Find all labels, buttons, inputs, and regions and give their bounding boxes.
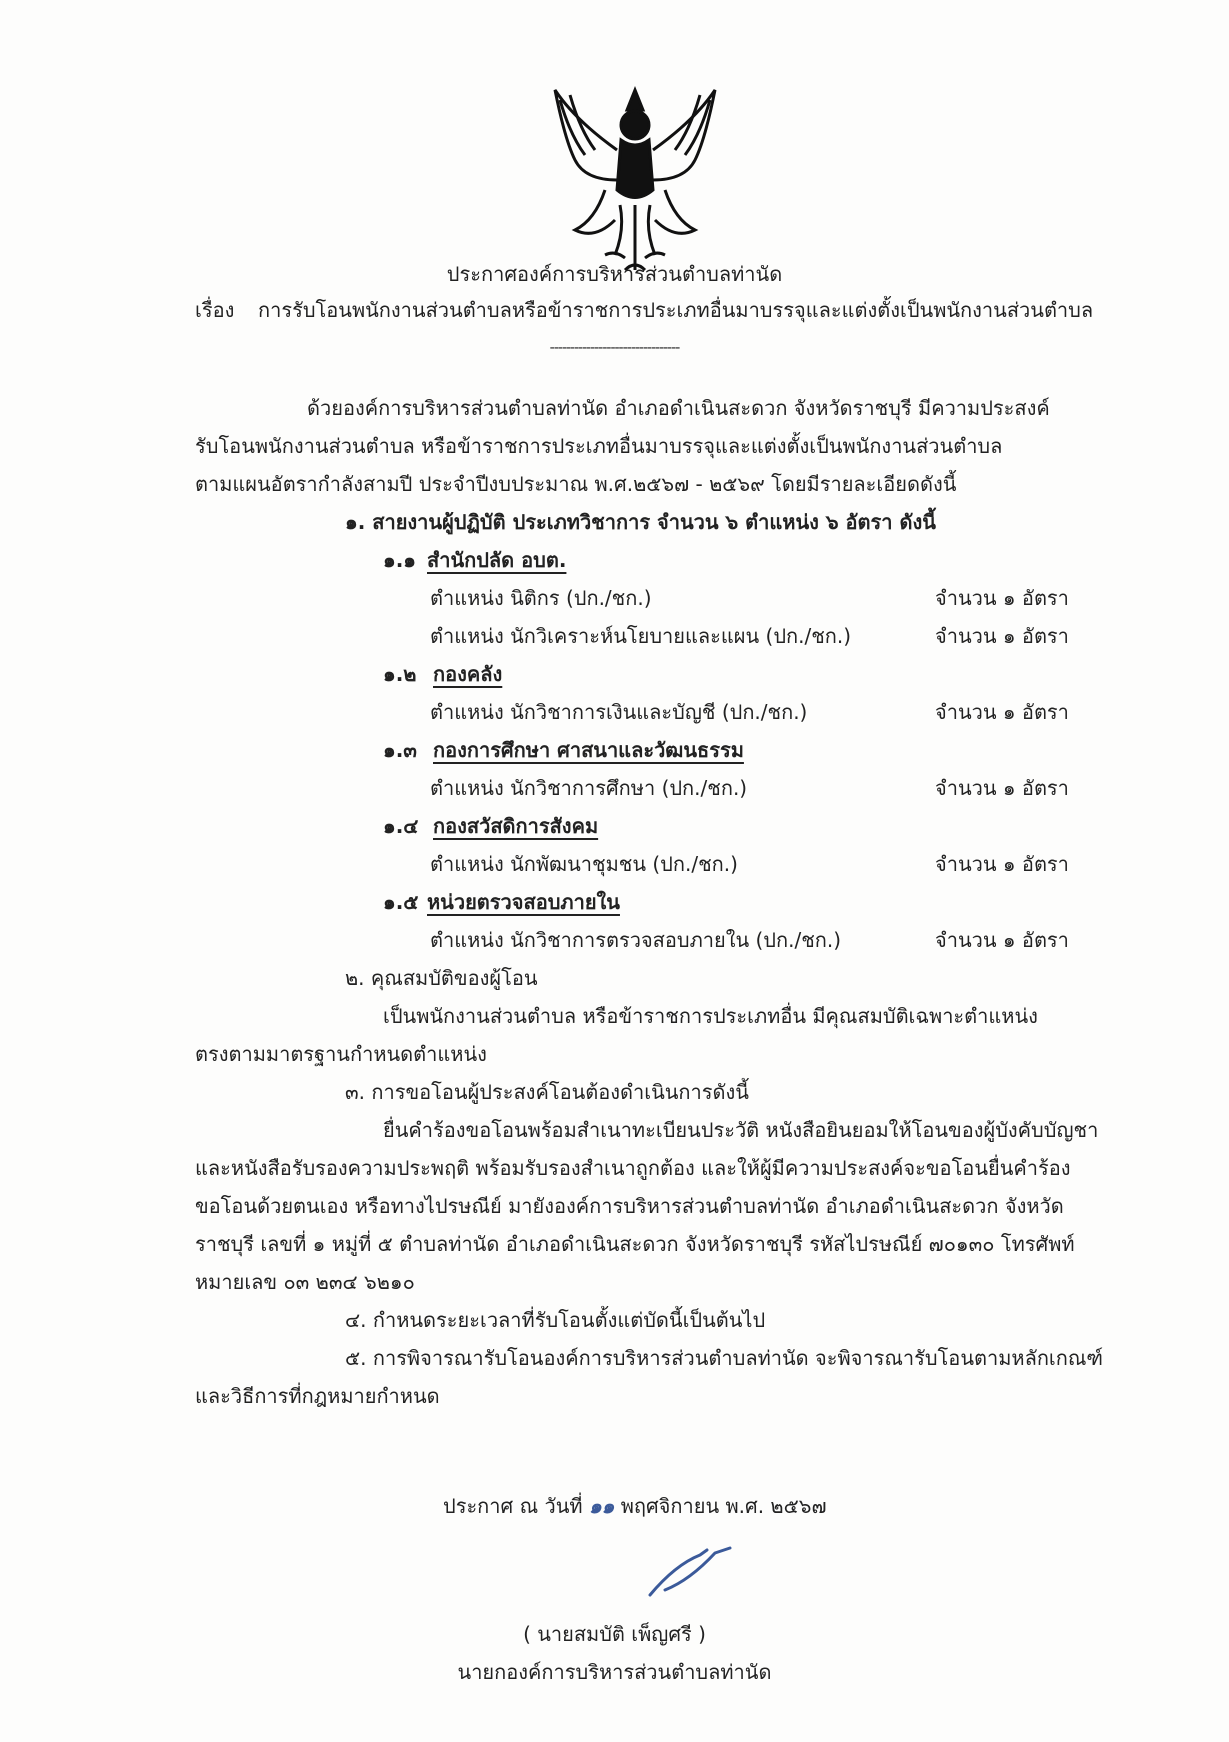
section-1-heading: ๑. สายงานผู้ปฏิบัติ ประเภทวิชาการ จำนวน ๖ ตำแหน่ง ๖ อัตรา ดังนี้ [345,510,936,534]
section-3-line-1: ยื่นคำร้องขอโอนพร้อมสำเนาทะเบียนประวัติ หนังสือยินยอมให้โอนของผู้บังคับบัญชา [383,1118,1099,1142]
position-count: จำนวน ๑ อัตรา [935,928,1069,952]
section-2-line-1: เป็นพนักงานส่วนตำบล หรือข้าราชการประเภทอื่น มีคุณสมบัติเฉพาะตำแหน่ง [383,1004,1038,1028]
section-5-line-2: และวิธีการที่กฎหมายกำหนด [195,1384,440,1408]
position-count: จำนวน ๑ อัตรา [935,586,1069,610]
position-count: จำนวน ๑ อัตรา [935,852,1069,876]
position-text: ตำแหน่ง นักวิชาการศึกษา (ปก./ชก.) [430,776,748,800]
position-count: จำนวน ๑ อัตรา [935,624,1069,648]
signatory-name: ( นายสมบัติ เพ็ญศรี ) [523,1622,706,1646]
handwritten-signature [645,1545,755,1605]
section-3-line-2: และหนังสือรับรองความประพฤติ พร้อมรับรองสำเนาถูกต้อง และให้ผู้มีความประสงค์จะขอโอนยื่นคำร้อง [195,1156,1071,1180]
intro-line-2: รับโอนพนักงานส่วนตำบล หรือข้าราชการประเภทอื่นมาบรรจุและแต่งตั้งเป็นพนักงานส่วนตำบล [195,434,1003,458]
announcement-date [443,1494,827,1518]
group-number: ๑.๔ [383,814,419,838]
group-number: ๑.๑ [383,548,416,572]
position-text: ตำแหน่ง นิติกร (ปก./ชก.) [430,586,652,610]
announcement-title: ประกาศองค์การบริหารส่วนตำบลท่านัด [446,262,783,286]
section-3-line-3: ขอโอนด้วยตนเอง หรือทางไปรษณีย์ มายังองค์การบริหารส่วนตำบลท่านัด อำเภอดำเนินสะดวก จังหวัด [195,1194,1064,1218]
position-count: จำนวน ๑ อัตรา [935,700,1069,724]
subject-text: การรับโอนพนักงานส่วนตำบลหรือข้าราชการประเภทอื่นมาบรรจุและแต่งตั้งเป็นพนักงานส่วนตำบล [258,298,1094,322]
group-number: ๑.๕ [383,890,419,914]
position-text: ตำแหน่ง นักพัฒนาชุมชน (ปก./ชก.) [430,852,738,876]
section-4-heading: ๔. กำหนดระยะเวลาที่รับโอนตั้งแต่บัดนี้เป็นต้นไป [345,1308,766,1332]
separator-line: -------------------------------- [549,340,680,356]
group-name: กองการศึกษา ศาสนาและวัฒนธรรม [433,738,744,762]
intro-line-3: ตามแผนอัตรากำลังสามปี ประจำปีงบประมาณ พ.ศ.๒๕๖๗ - ๒๕๖๙ โดยมีรายละเอียดดังนี้ [195,472,957,496]
section-5-line-1: ๕. การพิจารณารับโอนองค์การบริหารส่วนตำบลท่านัด จะพิจารณารับโอนตามหลักเกณฑ์ [345,1346,1104,1370]
position-text: ตำแหน่ง นักวิชาการตรวจสอบภายใน (ปก./ชก.) [430,928,842,952]
group-number: ๑.๓ [383,738,417,762]
position-text: ตำแหน่ง นักวิชาการเงินและบัญชี (ปก./ชก.) [430,700,808,724]
announcement-day: ๑๑ [588,1494,615,1518]
group-name: หน่วยตรวจสอบภายใน [427,890,620,914]
section-3-heading: ๓. การขอโอนผู้ประสงค์โอนต้องดำเนินการดังนี้ [345,1080,749,1104]
position-count: จำนวน ๑ อัตรา [935,776,1069,800]
intro-line-1: ด้วยองค์การบริหารส่วนตำบลท่านัด อำเภอดำเนินสะดวก จังหวัดราชบุรี มีความประสงค์ [307,396,1050,420]
announcement-prefix: ประกาศ ณ วันที่ [443,1494,583,1518]
group-name: กองสวัสดิการสังคม [433,814,599,838]
section-3-line-5: หมายเลข ๐๓ ๒๓๔ ๖๒๑๐ [195,1270,415,1294]
subject-label: เรื่อง [195,298,235,322]
group-number: ๑.๒ [383,662,417,686]
section-3-line-4: ราชบุรี เลขที่ ๑ หมู่ที่ ๕ ตำบลท่านัด อำเภอดำเนินสะดวก จังหวัดราชบุรี รหัสไปรษณีย์ ๗๐๑๓๐ โทรศัพท์ [195,1232,1075,1256]
group-name: กองคลัง [433,662,503,686]
signatory-title: นายกองค์การบริหารส่วนตำบลท่านัด [457,1660,772,1684]
position-text: ตำแหน่ง นักวิเคราะห์นโยบายและแผน (ปก./ชก.) [430,624,852,648]
section-2-line-2: ตรงตามมาตรฐานกำหนดตำแหน่ง [195,1042,487,1066]
group-name: สำนักปลัด อบต. [427,548,567,572]
garuda-emblem-icon [535,80,735,280]
section-2-heading: ๒. คุณสมบัติของผู้โอน [345,966,538,990]
announcement-suffix: พฤศจิกายน พ.ศ. ๒๕๖๗ [620,1494,827,1518]
